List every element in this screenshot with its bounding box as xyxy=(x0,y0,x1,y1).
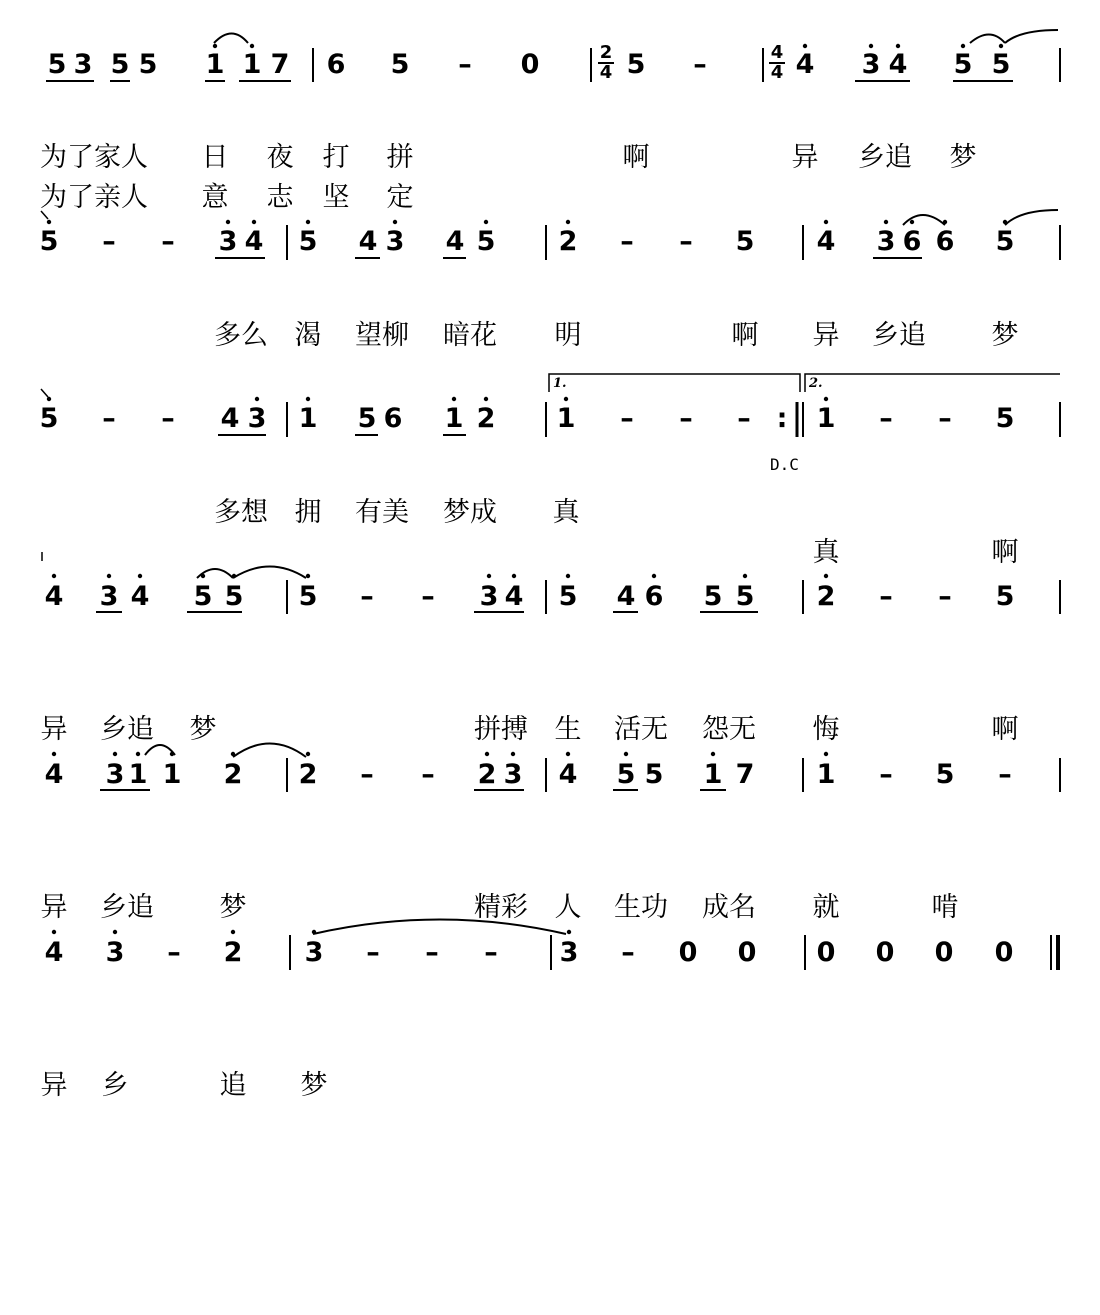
lyric: 拥 xyxy=(294,497,322,528)
note: 3 xyxy=(503,759,523,790)
note: 4 xyxy=(888,49,908,80)
lyric: 多么 xyxy=(214,320,268,351)
note: 3 xyxy=(247,403,267,434)
lyric: 意 xyxy=(201,182,229,213)
note: 5 xyxy=(357,403,377,434)
note: 4 xyxy=(795,49,815,80)
note: 5 xyxy=(110,49,130,80)
lyric: 乡追 xyxy=(100,892,154,923)
note: 4 xyxy=(558,759,578,790)
first-ending-label: 1. xyxy=(553,376,567,391)
lyric: 有美 xyxy=(355,497,409,528)
note: 5 xyxy=(224,581,244,612)
second-ending-label: 2. xyxy=(809,376,823,391)
dash: – xyxy=(938,403,952,434)
dash: – xyxy=(102,226,116,257)
dash: – xyxy=(360,581,374,612)
dash: – xyxy=(421,759,435,790)
note: 3 xyxy=(876,226,896,257)
note: 1 xyxy=(816,403,836,434)
lyric: 梦成 xyxy=(443,497,497,528)
lyric: 乡追 xyxy=(858,142,912,173)
note: 4 xyxy=(616,581,636,612)
note: 3 xyxy=(99,581,119,612)
dash: – xyxy=(366,937,380,968)
note: 5 xyxy=(995,226,1015,257)
lyric: 多想 xyxy=(214,497,268,528)
dash: – xyxy=(102,403,116,434)
lyric: 为了家人 xyxy=(40,142,148,173)
note: 5 xyxy=(298,226,318,257)
dash: – xyxy=(620,226,634,257)
note: 1 xyxy=(242,49,262,80)
note: 0 xyxy=(816,937,836,968)
note: 0 xyxy=(520,49,540,80)
note: 5 xyxy=(735,226,755,257)
note: 6 xyxy=(935,226,955,257)
note: 0 xyxy=(875,937,895,968)
lyric: 啊 xyxy=(991,537,1019,568)
note: 5 xyxy=(298,581,318,612)
dash: – xyxy=(167,937,181,968)
lyric: 夜 xyxy=(266,142,294,173)
note: 6 xyxy=(644,581,664,612)
note: 2 xyxy=(223,937,243,968)
note: 4 xyxy=(445,226,465,257)
dash: – xyxy=(161,226,175,257)
lyric: 啃 xyxy=(931,892,959,923)
lyric: 日 xyxy=(201,142,229,173)
note: 5 xyxy=(935,759,955,790)
note: 4 xyxy=(244,226,264,257)
lyric: 为了亲人 xyxy=(40,182,148,213)
lyric: 啊 xyxy=(731,320,759,351)
lyric: 志 xyxy=(266,182,294,213)
note: 5 xyxy=(735,581,755,612)
dash: – xyxy=(458,49,472,80)
note: 4 xyxy=(504,581,524,612)
lyric: 生功 xyxy=(614,892,668,923)
dash: – xyxy=(938,581,952,612)
lyric: 异 xyxy=(40,892,68,923)
lyric: 活无 xyxy=(614,714,668,745)
lyric: 真 xyxy=(552,497,580,528)
note: 3 xyxy=(559,937,579,968)
dash: – xyxy=(879,403,893,434)
time-signature-2-4: $\frac{2}{4}$ xyxy=(599,42,613,83)
note: 3 xyxy=(304,937,324,968)
note: 0 xyxy=(678,937,698,968)
dash: – xyxy=(425,937,439,968)
note: 0 xyxy=(737,937,757,968)
lyric: 异 xyxy=(791,142,819,173)
note: 0 xyxy=(934,937,954,968)
note: 5 xyxy=(991,49,1011,80)
lyric: 乡追 xyxy=(872,320,926,351)
note: 4 xyxy=(44,937,64,968)
dash: – xyxy=(737,403,751,434)
note: 2 xyxy=(558,226,578,257)
lyric: 人 xyxy=(554,892,582,923)
note: 5 xyxy=(703,581,723,612)
lyric: 定 xyxy=(386,182,414,213)
note: 2 xyxy=(298,759,318,790)
lyric: 梦 xyxy=(300,1070,328,1101)
dash: – xyxy=(679,226,693,257)
note: 2 xyxy=(476,403,496,434)
note: 1 xyxy=(128,759,148,790)
note: 1 xyxy=(703,759,723,790)
dash: – xyxy=(621,937,635,968)
note: 1 xyxy=(162,759,182,790)
note: 2 xyxy=(223,759,243,790)
note: 3 xyxy=(105,937,125,968)
note: 2 xyxy=(816,581,836,612)
note: 6 xyxy=(902,226,922,257)
lyric: 异 xyxy=(40,714,68,745)
lyric: 啊 xyxy=(622,142,650,173)
lyric: 梦 xyxy=(189,714,217,745)
note: 1 xyxy=(816,759,836,790)
dash: – xyxy=(421,581,435,612)
lyric: 乡追 xyxy=(100,714,154,745)
note: 5 xyxy=(476,226,496,257)
note: 3 xyxy=(385,226,405,257)
lyric: 梦 xyxy=(991,320,1019,351)
lyric: 望柳 xyxy=(355,320,409,351)
note: 4 xyxy=(44,759,64,790)
lyric: 追 xyxy=(219,1070,247,1101)
lyric: 怨无 xyxy=(702,714,756,745)
note: 4 xyxy=(44,581,64,612)
lyric: 梦 xyxy=(949,142,977,173)
note: 3 xyxy=(861,49,881,80)
lyric: 坚 xyxy=(322,182,350,213)
note: 5 xyxy=(995,403,1015,434)
lyric: 暗花 xyxy=(443,320,497,351)
note: 5 xyxy=(138,49,158,80)
dash: – xyxy=(360,759,374,790)
lyric: 打 xyxy=(322,142,350,173)
lyric: 渴 xyxy=(294,320,322,351)
note: 4 xyxy=(220,403,240,434)
note: 5 xyxy=(626,49,646,80)
lyric: 乡 xyxy=(101,1070,129,1101)
lyric: 啊 xyxy=(991,714,1019,745)
note: 5 xyxy=(953,49,973,80)
note: 0 xyxy=(994,937,1014,968)
note: 4 xyxy=(816,226,836,257)
note: 4 xyxy=(358,226,378,257)
lyric: 异 xyxy=(812,320,840,351)
lyric: 悔 xyxy=(812,714,840,745)
note: 5 xyxy=(616,759,636,790)
lyric: 拼搏 xyxy=(474,714,528,745)
lyric: 拼 xyxy=(386,142,414,173)
note: 1 xyxy=(298,403,318,434)
lyric: 生 xyxy=(554,714,582,745)
time-signature-4-4: $\frac{4}{4}$ xyxy=(770,42,784,83)
note: 2 xyxy=(477,759,497,790)
dash: – xyxy=(620,403,634,434)
dash: – xyxy=(879,581,893,612)
note: 1 xyxy=(556,403,576,434)
note: 5 xyxy=(193,581,213,612)
dash: – xyxy=(679,403,693,434)
note: 5 xyxy=(644,759,664,790)
lyric: 明 xyxy=(554,320,582,351)
dash: – xyxy=(879,759,893,790)
note: 5 xyxy=(558,581,578,612)
note: 3 xyxy=(105,759,125,790)
note: 1 xyxy=(444,403,464,434)
note: 5 xyxy=(995,581,1015,612)
note: 5 xyxy=(39,403,59,434)
note: 1 xyxy=(205,49,225,80)
note: 7 xyxy=(735,759,755,790)
lyric: 就 xyxy=(812,892,840,923)
lyric: 真 xyxy=(812,537,840,568)
lyric: 梦 xyxy=(219,892,247,923)
lyric: 成名 xyxy=(702,892,756,923)
note: 3 xyxy=(218,226,238,257)
note: 6 xyxy=(383,403,403,434)
note: 3 xyxy=(73,49,93,80)
da-capo-mark: D.C xyxy=(770,455,799,474)
note: 7 xyxy=(270,49,290,80)
note: 4 xyxy=(130,581,150,612)
note: 3 xyxy=(479,581,499,612)
lyric: 精彩 xyxy=(474,892,528,923)
note: 6 xyxy=(326,49,346,80)
repeat-sign: : xyxy=(776,403,788,434)
note: 5 xyxy=(47,49,67,80)
note: 5 xyxy=(39,226,59,257)
dash: – xyxy=(161,403,175,434)
dash: – xyxy=(998,759,1012,790)
dash: – xyxy=(693,49,707,80)
lyric: 异 xyxy=(40,1070,68,1101)
note: 5 xyxy=(390,49,410,80)
dash: – xyxy=(484,937,498,968)
